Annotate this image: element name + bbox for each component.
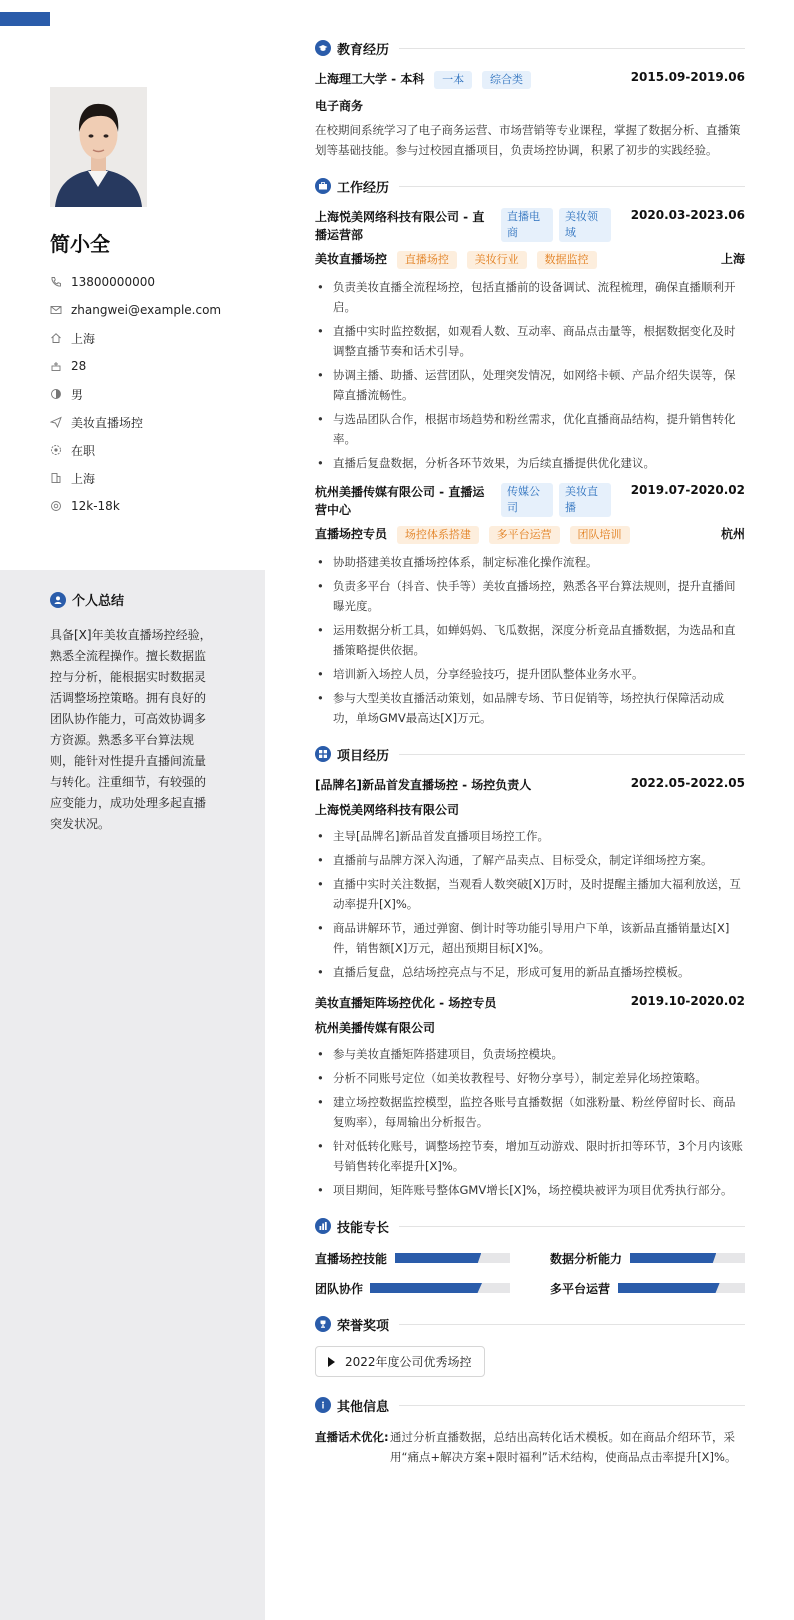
skill-label: 多平台运营	[550, 1281, 611, 1296]
work-heading	[315, 174, 745, 198]
list-item: • 分析不同账号定位（如美妆教程号、好物分享号），制定差异化场控策略。	[315, 1068, 745, 1088]
job-tag: 直播电商	[501, 208, 553, 242]
skill-tag: 美妆行业	[467, 251, 527, 269]
other-row	[315, 1427, 745, 1467]
divider	[399, 48, 745, 49]
building-icon	[50, 472, 62, 484]
info-location	[50, 324, 260, 352]
list-item: • 建立场控数据监控模型，监控各账号直播数据（如涨粉量、粉丝停留时长、商品复购率），每周输出分析报告。	[315, 1092, 745, 1132]
list-item: • 负责多平台（抖音、快手等）美妆直播场控，熟悉各平台算法规则，提升直播间曝光度。	[315, 576, 745, 616]
skill-fill	[395, 1253, 481, 1263]
divider	[399, 1405, 745, 1406]
phone-text: 13800000000	[71, 275, 155, 289]
job-date: 2020.03-2023.06	[630, 208, 745, 222]
info-phone	[50, 268, 260, 296]
home-icon	[50, 332, 62, 344]
status-text: 在职	[71, 443, 96, 458]
job-date: 2019.07-2020.02	[630, 483, 745, 497]
summary-heading	[50, 590, 124, 609]
skill-tag: 多平台运营	[489, 526, 560, 544]
info-age	[50, 352, 260, 380]
divider	[399, 754, 745, 755]
skills-grid	[315, 1248, 745, 1298]
trophy-icon	[315, 1316, 331, 1332]
job-role: 美妆直播场控	[315, 252, 388, 266]
user-icon	[50, 592, 66, 608]
award-text: 2022年度公司优秀场控	[345, 1355, 472, 1369]
age-text: 28	[71, 359, 87, 373]
grid-icon	[315, 746, 331, 762]
list-item: • 直播后复盘数据，分析各环节效果，为后续直播提供优化建议。	[315, 453, 745, 473]
list-item: • 运用数据分析工具，如蝉妈妈、飞瓜数据，深度分析竞品直播数据，为选品和直播策略提供依据。	[315, 620, 745, 660]
skills-title: 技能专长	[337, 1220, 390, 1236]
other-title: 其他信息	[337, 1399, 390, 1415]
skill-tag: 团队培训	[570, 526, 630, 544]
info-gender	[50, 380, 260, 408]
skill-bar	[618, 1283, 745, 1293]
projects-title: 项目经历	[337, 748, 390, 764]
other-heading	[315, 1393, 745, 1417]
education-date: 2015.09-2019.06	[630, 70, 745, 84]
skill-bar	[370, 1283, 510, 1293]
info-position	[50, 408, 260, 436]
awards-heading	[315, 1312, 745, 1336]
summary-title: 个人总结	[72, 594, 125, 609]
education-row	[315, 70, 745, 89]
list-item: • 直播中实时关注数据，当观看人数突破[X]万时，及时提醒主播加大福利放送，互动率提升[X]%。	[315, 874, 745, 914]
play-icon	[328, 1357, 335, 1367]
city-text: 上海	[71, 471, 96, 486]
salary-text: 12k-18k	[71, 499, 120, 513]
skill-fill	[618, 1283, 720, 1293]
skill-label: 直播场控技能	[315, 1251, 388, 1266]
info-email	[50, 296, 260, 324]
skill-fill	[370, 1283, 482, 1293]
project-date: 2019.10-2020.02	[630, 994, 745, 1008]
list-item: • 协助搭建美妆直播场控体系，制定标准化操作流程。	[315, 552, 745, 572]
gender-icon	[50, 388, 62, 400]
job-city: 上海	[720, 252, 745, 266]
summary-text: 具备[X]年美妆直播场控经验，熟悉全流程操作。擅长数据监控与分析，能根据实时数据灵活调整场控策略。拥有良好的团队协作能力，可高效协调多方资源。熟悉多平台算法规则，能针对性提升直播间流量与转化。注重细节，有较强的应变能力，成功处理多起直播突发状况。	[50, 628, 212, 831]
skill-fill	[630, 1253, 716, 1263]
project-date: 2022.05-2022.05	[630, 776, 745, 790]
education-desc: 在校期间系统学习了电子商务运营、市场营销等专业课程，掌握了数据分析、直播策划等基础技能。参与过校园直播项目，负责场控协调，积累了初步的实践经验。	[315, 123, 741, 157]
skill-row	[315, 1248, 510, 1268]
cake-icon	[50, 360, 62, 372]
skill-label: 数据分析能力	[550, 1251, 623, 1266]
job-company: 上海悦美网络科技有限公司 - 直播运营部	[315, 210, 485, 242]
email-text: zhangwei@example.com	[71, 303, 222, 317]
project-org: 杭州美播传媒有限公司	[315, 1021, 436, 1035]
main-content	[315, 36, 745, 1467]
list-item: • 商品讲解环节，通过弹窗、倒计时等功能引导用户下单，该新品直播销量达[X]件，销售额[X]万元，超出预期目标[X]%。	[315, 918, 745, 958]
divider	[399, 186, 745, 187]
list-item: • 直播后复盘，总结场控亮点与不足，形成可复用的新品直播场控模板。	[315, 962, 745, 982]
divider	[399, 1324, 745, 1325]
education-title: 教育经历	[337, 42, 390, 58]
list-item: • 直播中实时监控数据，如观看人数、互动率、商品点击量等，根据数据变化及时调整直播节奏和话术引导。	[315, 321, 745, 361]
info-city	[50, 464, 260, 492]
mail-icon	[50, 304, 62, 316]
job-city: 杭州	[720, 527, 745, 541]
skill-bar	[630, 1253, 745, 1263]
other-value: 通过分析直播数据，总结出高转化话术模板。如在商品介绍环节，采用“痛点+解决方案+限时福利”话术结构，使商品点击率提升[X]%。	[390, 1430, 737, 1464]
list-item: • 直播前与品牌方深入沟通，了解产品卖点、目标受众，制定详细场控方案。	[315, 850, 745, 870]
project-entry	[315, 776, 745, 982]
list-item: • 主导[品牌名]新品首发直播项目场控工作。	[315, 826, 745, 846]
skill-bar	[395, 1253, 510, 1263]
phone-icon	[50, 276, 62, 288]
salary-icon	[50, 500, 62, 512]
job-role: 直播场控专员	[315, 527, 388, 541]
job-tag: 传媒公司	[501, 483, 553, 517]
job-entry	[315, 483, 745, 728]
job-entry	[315, 208, 745, 473]
skill-row	[550, 1278, 745, 1298]
accent-bar	[0, 12, 50, 26]
award-chip	[315, 1346, 485, 1377]
school-name: 上海理工大学 - 本科	[315, 72, 425, 86]
education-heading	[315, 36, 745, 60]
education-tag: 综合类	[482, 71, 531, 89]
list-item: • 协调主播、助播、运营团队，处理突发情况，如网络卡顿、产品介绍失误等，保障直播流畅性。	[315, 365, 745, 405]
project-name: [品牌名]新品首发直播场控 - 场控负责人	[315, 778, 532, 792]
skill-row	[550, 1248, 745, 1268]
briefcase-icon	[315, 178, 331, 194]
list-item: • 项目期间，矩阵账号整体GMV增长[X]%，场控模块被评为项目优秀执行部分。	[315, 1180, 745, 1200]
job-company: 杭州美播传媒有限公司 - 直播运营中心	[315, 485, 485, 517]
work-title: 工作经历	[337, 180, 390, 196]
projects-heading	[315, 742, 745, 766]
job-tag: 美妆直播	[559, 483, 611, 517]
other-key: 直播话术优化:	[315, 1430, 389, 1444]
skill-tag: 场控体系搭建	[397, 526, 479, 544]
contact-info	[50, 268, 260, 520]
list-item: • 培训新入场控人员，分享经验技巧，提升团队整体业务水平。	[315, 664, 745, 684]
info-status	[50, 436, 260, 464]
gender-text: 男	[71, 387, 84, 402]
skill-label: 团队协作	[315, 1281, 364, 1296]
job-tag: 美妆领域	[559, 208, 611, 242]
location-text: 上海	[71, 331, 96, 346]
candidate-name: 简小全	[50, 232, 110, 256]
list-item: • 参与美妆直播矩阵搭建项目，负责场控模块。	[315, 1044, 745, 1064]
list-item: • 与选品团队合作，根据市场趋势和粉丝需求，优化直播商品结构，提升销售转化率。	[315, 409, 745, 449]
info-salary	[50, 492, 260, 520]
list-item: • 针对低转化账号，调整场控节奏，增加互动游戏、限时折扣等环节，3个月内该账号销售转化率提升[X]%。	[315, 1136, 745, 1176]
position-text: 美妆直播场控	[71, 415, 144, 430]
info-icon	[315, 1397, 331, 1413]
skills-heading	[315, 1214, 745, 1238]
skill-tag: 数据监控	[537, 251, 597, 269]
profile-photo	[50, 87, 147, 207]
project-name: 美妆直播矩阵场控优化 - 场控专员	[315, 996, 497, 1010]
graduation-icon	[315, 40, 331, 56]
send-icon	[50, 416, 62, 428]
divider	[399, 1226, 745, 1227]
education-major: 电子商务	[315, 99, 364, 113]
status-icon	[50, 444, 62, 456]
project-entry	[315, 994, 745, 1200]
education-tag: 一本	[434, 71, 472, 89]
list-item: • 参与大型美妆直播活动策划，如品牌专场、节日促销等，场控执行保障活动成功，单场GMV最高达[X]万元。	[315, 688, 745, 728]
skill-row	[315, 1278, 510, 1298]
list-item: • 负责美妆直播全流程场控，包括直播前的设备调试、流程梳理，确保直播顺利开启。	[315, 277, 745, 317]
awards-title: 荣誉奖项	[337, 1318, 390, 1334]
chart-icon	[315, 1218, 331, 1234]
project-org: 上海悦美网络科技有限公司	[315, 803, 460, 817]
skill-tag: 直播场控	[397, 251, 457, 269]
